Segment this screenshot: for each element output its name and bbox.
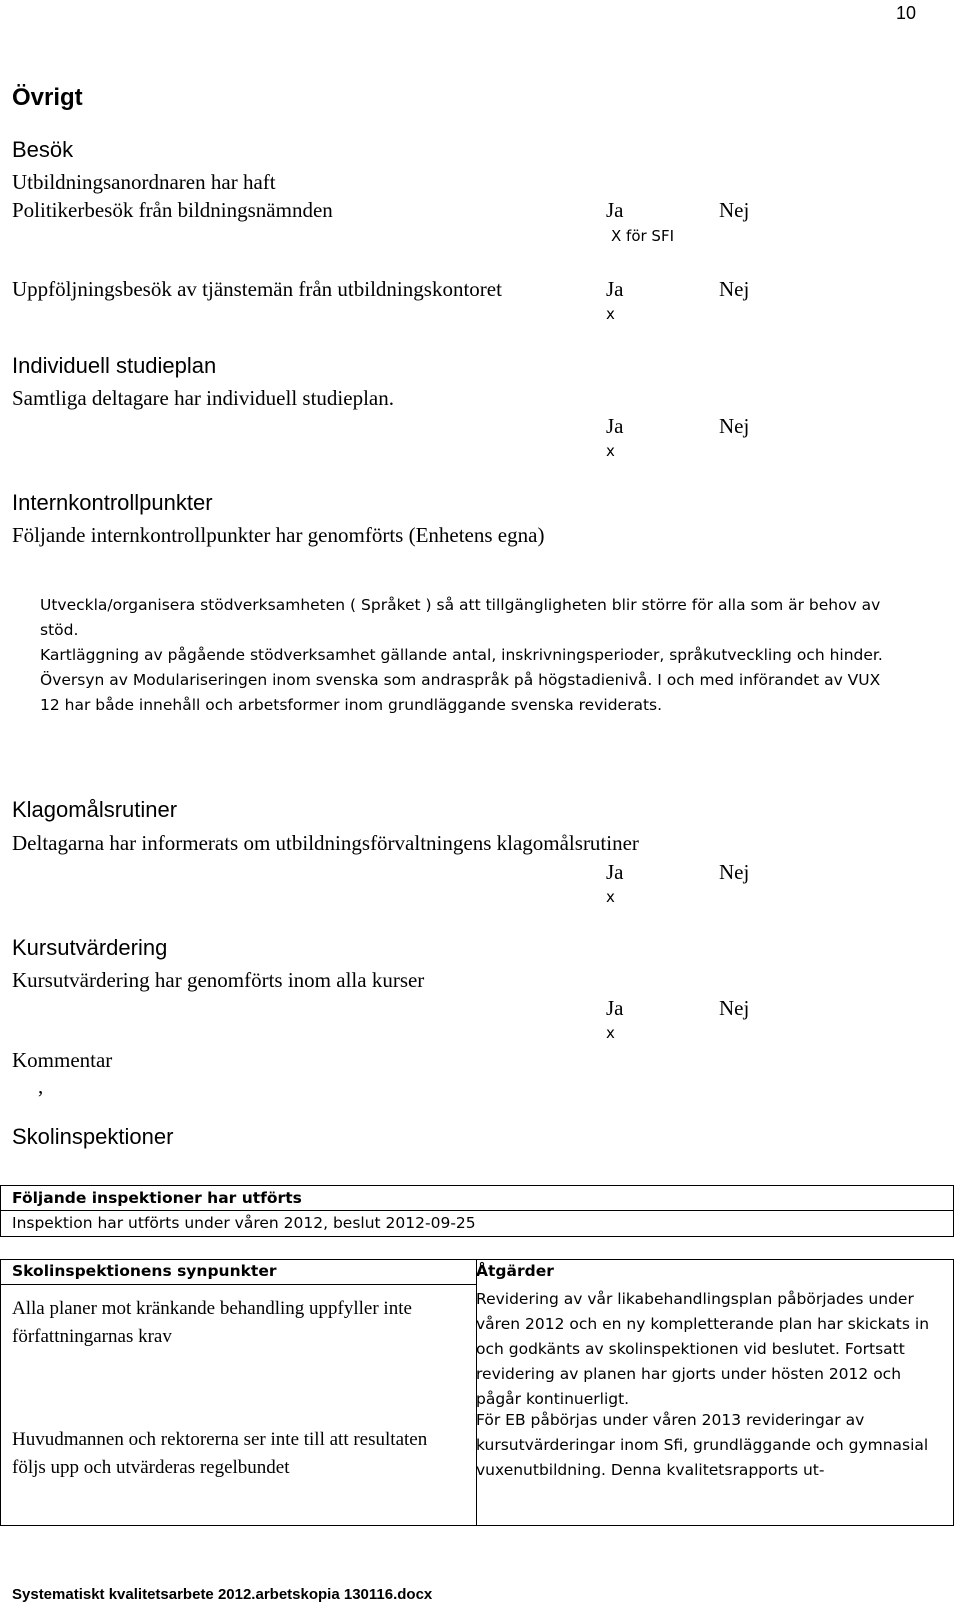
- footer-filename: Systematiskt kvalitetsarbete 2012.arbetskopia 130116.docx: [12, 1586, 433, 1603]
- inspection-table-header: Följande inspektioner har utförts: [12, 1189, 302, 1207]
- section-heading: Övrigt: [12, 84, 83, 111]
- finding-1: Alla planer mot kränkande behandling uppfyller inte författningarnas krav: [12, 1298, 412, 1347]
- internkontroll-title: Internkontrollpunkter: [12, 490, 213, 515]
- studieplan-title: Individuell studieplan: [12, 353, 217, 378]
- action-1: Revidering av vår likabehandlingsplan påbörjades under våren 2012 och en ny kompletterande plan har skickats in och godkänts av skolinspektionen vid beslutet. Fortsatt revidering av planen har gjorts under hösten 2012 och pågår kontinuerligt.: [476, 1290, 930, 1408]
- skolinspektion-title: Skolinspektioner: [12, 1124, 174, 1149]
- kursutvardering-mark: x: [606, 1024, 615, 1042]
- kursutvardering-title: Kursutvärdering: [12, 935, 168, 960]
- inspection-table-value: Inspektion har utförts under våren 2012, beslut 2012-09-25: [12, 1214, 476, 1232]
- list-item: Kartläggning av pågående stödverksamhet gällande antal, inskrivningsperioder, språkutveckling och hinder.: [40, 646, 883, 664]
- comment-text: ,: [38, 1074, 44, 1098]
- action-1-wrapper: [476, 1262, 936, 1412]
- studieplan-mark: x: [606, 442, 615, 460]
- inspection-table: [0, 1185, 954, 1237]
- no-label: Nej: [719, 414, 750, 438]
- header-divider: [1, 1284, 476, 1285]
- besok-mark2: X för SFI: [611, 227, 675, 245]
- actions-header: Åtgärder: [476, 1262, 554, 1280]
- no-label: Nej: [719, 996, 750, 1020]
- studieplan-line: Samtliga deltagare har individuell studieplan.: [12, 386, 394, 410]
- yes-label: Ja: [606, 414, 624, 438]
- internkontroll-line: Följande internkontrollpunkter har genomförts (Enhetens egna): [12, 523, 545, 547]
- yes-label: Ja: [606, 996, 624, 1020]
- no-label: Nej: [719, 277, 750, 301]
- klagomal-title: Klagomålsrutiner: [12, 797, 178, 822]
- besok-line1: Utbildningsanordnaren har haft: [12, 170, 276, 194]
- action-2: För EB påbörjas under våren 2013 revideringar av kursutvärderingar inom Sfi, grundläggande och gymnasial vuxenutbildning. Denna kvalitetsrapports ut-: [476, 1411, 929, 1479]
- comment-label: Kommentar: [12, 1048, 113, 1072]
- internkontroll-list: [40, 593, 900, 718]
- findings-header: Skolinspektionens synpunkter: [12, 1262, 277, 1280]
- besok-line2: Politikerbesök från bildningsnämnden: [12, 198, 333, 222]
- yes-label: Ja: [606, 198, 624, 222]
- no-label: Nej: [719, 860, 750, 884]
- page-number: 10: [895, 3, 916, 23]
- list-item: Översyn av Modulariseringen inom svenska som andraspråk på högstadienivå. I och med införandet av VUX 12 har både innehåll och arbetsformer inom grundläggande svenska reviderats.: [40, 671, 881, 714]
- yes-label: Ja: [606, 860, 624, 884]
- no-label: Nej: [719, 198, 750, 222]
- besok-mark3: x: [606, 305, 615, 323]
- klagomal-line: Deltagarna har informerats om utbildningsförvaltningens klagomålsrutiner: [12, 831, 639, 855]
- list-item: Utveckla/organisera stödverksamheten ( Språket ) så att tillgängligheten blir större för alla som är behov av stöd.: [40, 596, 881, 639]
- yes-label: Ja: [606, 277, 624, 301]
- findings-table: [0, 1259, 954, 1526]
- finding-2: Huvudmannen och rektorerna ser inte till att resultaten följs upp och utvärderas regelbundet: [12, 1429, 428, 1478]
- besok-title: Besök: [12, 137, 74, 162]
- besok-line3: Uppföljningsbesök av tjänstemän från utbildningskontoret: [12, 277, 502, 301]
- klagomal-mark: x: [606, 888, 615, 906]
- kursutvardering-line: Kursutvärdering har genomförts inom alla kurser: [12, 968, 425, 992]
- table-header-row: [1, 1186, 953, 1211]
